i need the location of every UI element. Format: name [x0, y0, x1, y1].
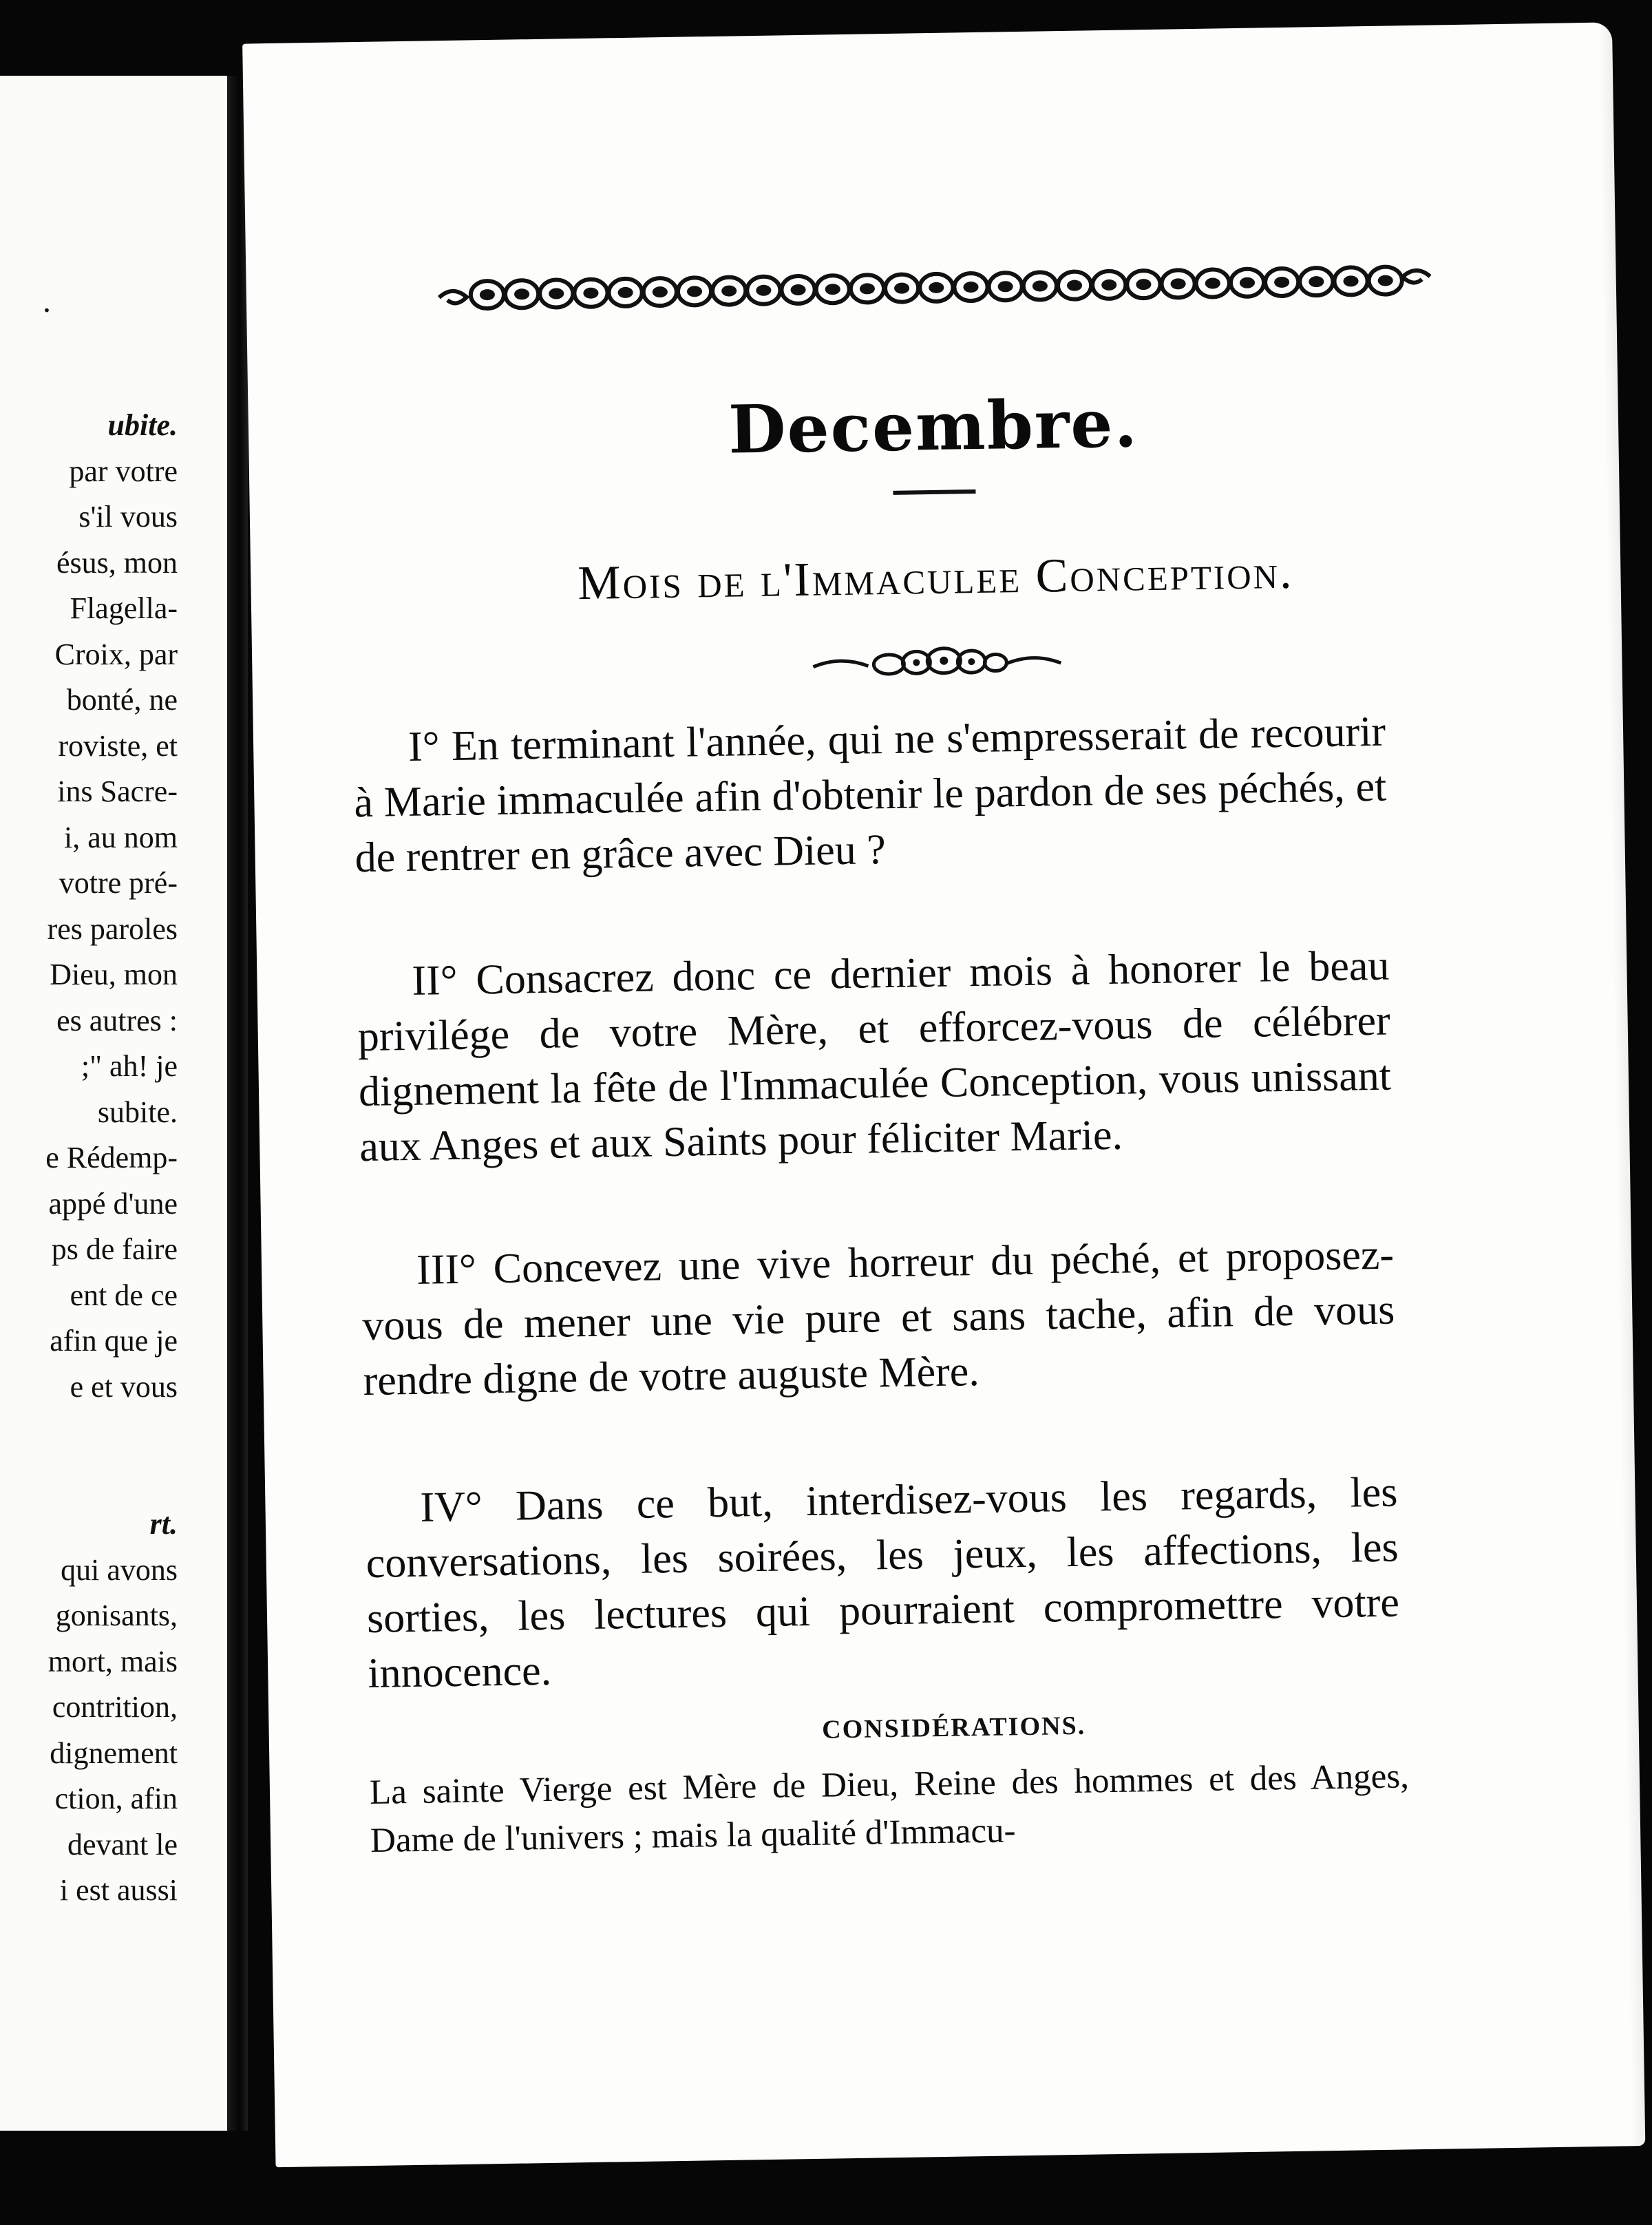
left-page-text-column [0, 403, 178, 1914]
chain-link-center [583, 288, 598, 299]
chain-link-center [1378, 275, 1393, 286]
left-page-line: ésus, mon [56, 545, 178, 580]
left-page-line: ction, afin [54, 1782, 178, 1815]
paragraph-2: II° Consacrez donc ce dernier mois à honorer le beau privilége de votre Mère, et efforcez-vous de célébrer dignement la fête de l'Immaculée Conception, vous unissant aux Anges et aux Saints pour féliciter Marie. [357, 942, 1392, 1171]
left-page-line: bonté, ne [66, 683, 178, 717]
left-page-line: ;" ah! je [81, 1049, 178, 1083]
left-page-line: mort, mais [47, 1644, 178, 1678]
chain-link-center [653, 286, 668, 297]
right-page [242, 22, 1645, 2167]
chain-link-center [1067, 280, 1082, 291]
left-page-line: i, au nom [64, 820, 178, 854]
chain-link-center [687, 286, 702, 297]
chain-link-center [860, 283, 875, 294]
chain-link-center [617, 287, 633, 298]
paragraph-1: I° En terminant l'année, qui ne s'empresserait de recourir à Marie immaculée afin d'obtenir le pardon de ses péchés, et de rentrer en grâce avec Dieu ? [353, 708, 1387, 882]
considerations-paragraph: La sainte Vierge est Mère de Dieu, Reine des hommes et des Anges, Dame de l'univers ; mais la qualité d'Immacu- [369, 1757, 1410, 1861]
left-page-line: afin que je [50, 1324, 178, 1358]
chain-link-center [480, 289, 495, 300]
paragraph-4: IV° Dans ce but, interdisez-vous les regards, les conversations, les soirées, les jeux, les affections, les sorties, les lectures qui pourraient compromettre votre innocence. [366, 1468, 1400, 1698]
chain-link-center [1309, 276, 1324, 287]
left-page-line: appé d'une [48, 1186, 178, 1221]
chain-link-center [929, 282, 944, 293]
page-subtitle: Mois de l'Immaculee Conception. [577, 545, 1295, 611]
right-page-text-block [342, 26, 1410, 1861]
left-page-line: ubite. [107, 408, 178, 442]
left-page-line: ps de faire [51, 1232, 178, 1266]
left-page-line: roviste, et [58, 728, 178, 763]
left-page-line: i est aussi [59, 1873, 178, 1907]
fleuron-icon [806, 637, 1068, 689]
chain-link-center [894, 282, 909, 293]
paragraph-3: III° Concevez une vive horreur du péché, et proposez-vous de mener une vie pure et sans tache, afin de vous rendre digne de votre auguste Mère. [361, 1231, 1395, 1405]
left-page-line: e Rédemp- [45, 1141, 178, 1174]
left-page-line: ent de ce [70, 1278, 178, 1312]
chain-link-center [514, 288, 529, 299]
chain-link-center [1240, 277, 1255, 288]
left-page-line: votre pré- [59, 866, 178, 900]
left-page-line: gonisants, [55, 1599, 178, 1632]
chain-link-center [1032, 280, 1048, 291]
left-page-dot: . [43, 283, 51, 319]
left-page-line: s'il vous [78, 500, 178, 534]
section-heading: CONSIDÉRATIONS. [821, 1711, 1086, 1744]
chain-link-center [825, 284, 840, 295]
left-page-line: Croix, par [54, 637, 178, 671]
chain-link-center [1170, 278, 1185, 289]
left-page-line: es autres : [56, 1003, 178, 1037]
left-page-line: subite. [97, 1095, 178, 1129]
chain-link-center [790, 284, 805, 295]
left-page [0, 76, 227, 2131]
left-page-line [0, 1410, 178, 1456]
left-page-line: res paroles [47, 911, 178, 946]
chain-link-center [1136, 279, 1151, 290]
page-title: Decembre. [728, 384, 1139, 469]
chain-link-center [1343, 275, 1358, 286]
chain-link-center [998, 281, 1013, 292]
left-page-line: dignement [50, 1736, 178, 1770]
left-page-line: ins Sacre- [57, 774, 178, 808]
title-rule [893, 489, 975, 495]
left-page-line: par votre [69, 454, 178, 488]
left-page-line: e et vous [70, 1369, 178, 1404]
chain-link-center [721, 285, 737, 296]
chain-link-center [1101, 280, 1116, 291]
chain-link-center [963, 282, 978, 293]
left-page-line: contrition, [52, 1690, 178, 1724]
left-page-line: devant le [67, 1827, 178, 1862]
chain-link-center [756, 285, 771, 296]
left-page-line: Dieu, mon [50, 958, 178, 991]
chain-link-center [1205, 277, 1220, 288]
chain-link-center [1274, 277, 1289, 288]
left-page-line: Flagella- [70, 591, 178, 625]
left-page-line [0, 1456, 178, 1502]
page-edge-shadow [1598, 22, 1645, 2146]
left-page-line: rt. [149, 1507, 178, 1541]
chain-link-center [549, 288, 564, 299]
ornamental-chain-icon [435, 249, 1434, 326]
left-page-line: qui avons [61, 1552, 178, 1587]
book-gutter [227, 76, 248, 2131]
